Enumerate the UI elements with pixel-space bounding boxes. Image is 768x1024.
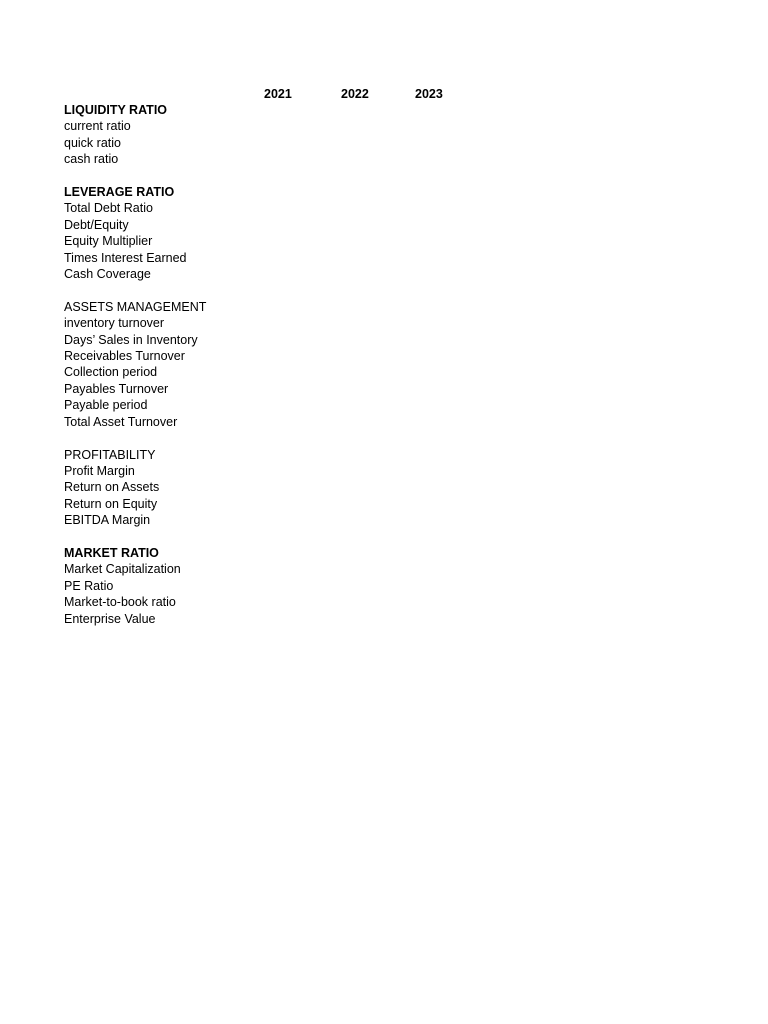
ratio-item: inventory turnover <box>64 316 165 331</box>
ratio-item: quick ratio <box>64 135 121 150</box>
ratio-item: Market Capitalization <box>64 562 181 577</box>
section-title: ASSETS MANAGEMENT <box>64 299 207 314</box>
ratio-item: Market-to-book ratio <box>64 595 176 610</box>
year-header-2021: 2021 <box>264 87 292 101</box>
section-market-ratio <box>64 545 364 627</box>
section-leverage-ratio <box>64 184 364 282</box>
section-title: MARKET RATIO <box>64 545 159 560</box>
ratio-item: Total Asset Turnover <box>64 414 178 429</box>
section-assets-management <box>64 299 364 430</box>
ratio-item: current ratio <box>64 119 131 134</box>
section-title: LIQUIDITY RATIO <box>64 103 168 117</box>
ratio-item: Cash Coverage <box>64 267 151 282</box>
section-title: PROFITABILITY <box>64 447 156 462</box>
ratio-item: Profit Margin <box>64 463 135 478</box>
ratio-item: Total Debt Ratio <box>64 201 153 216</box>
year-header-2023: 2023 <box>415 87 443 101</box>
ratio-item: Return on Equity <box>64 496 158 511</box>
ratio-item: Equity Multiplier <box>64 234 153 249</box>
ratio-item: cash ratio <box>64 152 119 167</box>
ratio-list <box>64 200 364 282</box>
ratio-list <box>64 561 364 627</box>
year-header-2022: 2022 <box>341 87 369 101</box>
ratio-item: Return on Assets <box>64 480 160 495</box>
ratio-item: Payable period <box>64 398 148 413</box>
ratio-item: Receivables Turnover <box>64 349 185 364</box>
ratio-item: EBITDA Margin <box>64 513 151 528</box>
ratio-item: Debt/Equity <box>64 217 129 232</box>
ratio-item: Days’ Sales in Inventory <box>64 332 198 347</box>
section-title: LEVERAGE RATIO <box>64 185 175 200</box>
ratio-list <box>64 118 364 167</box>
ratio-item: Enterprise Value <box>64 611 156 626</box>
section-profitability <box>64 447 364 529</box>
ratio-list <box>64 315 364 430</box>
ratio-list <box>64 463 364 529</box>
ratio-item: Times Interest Earned <box>64 250 187 265</box>
year-header-row <box>0 86 768 102</box>
ratio-item: Payables Turnover <box>64 381 169 396</box>
ratio-item: Collection period <box>64 365 158 380</box>
ratio-sections <box>64 102 364 643</box>
section-liquidity-ratio <box>64 102 364 168</box>
ratio-item: PE Ratio <box>64 578 114 593</box>
